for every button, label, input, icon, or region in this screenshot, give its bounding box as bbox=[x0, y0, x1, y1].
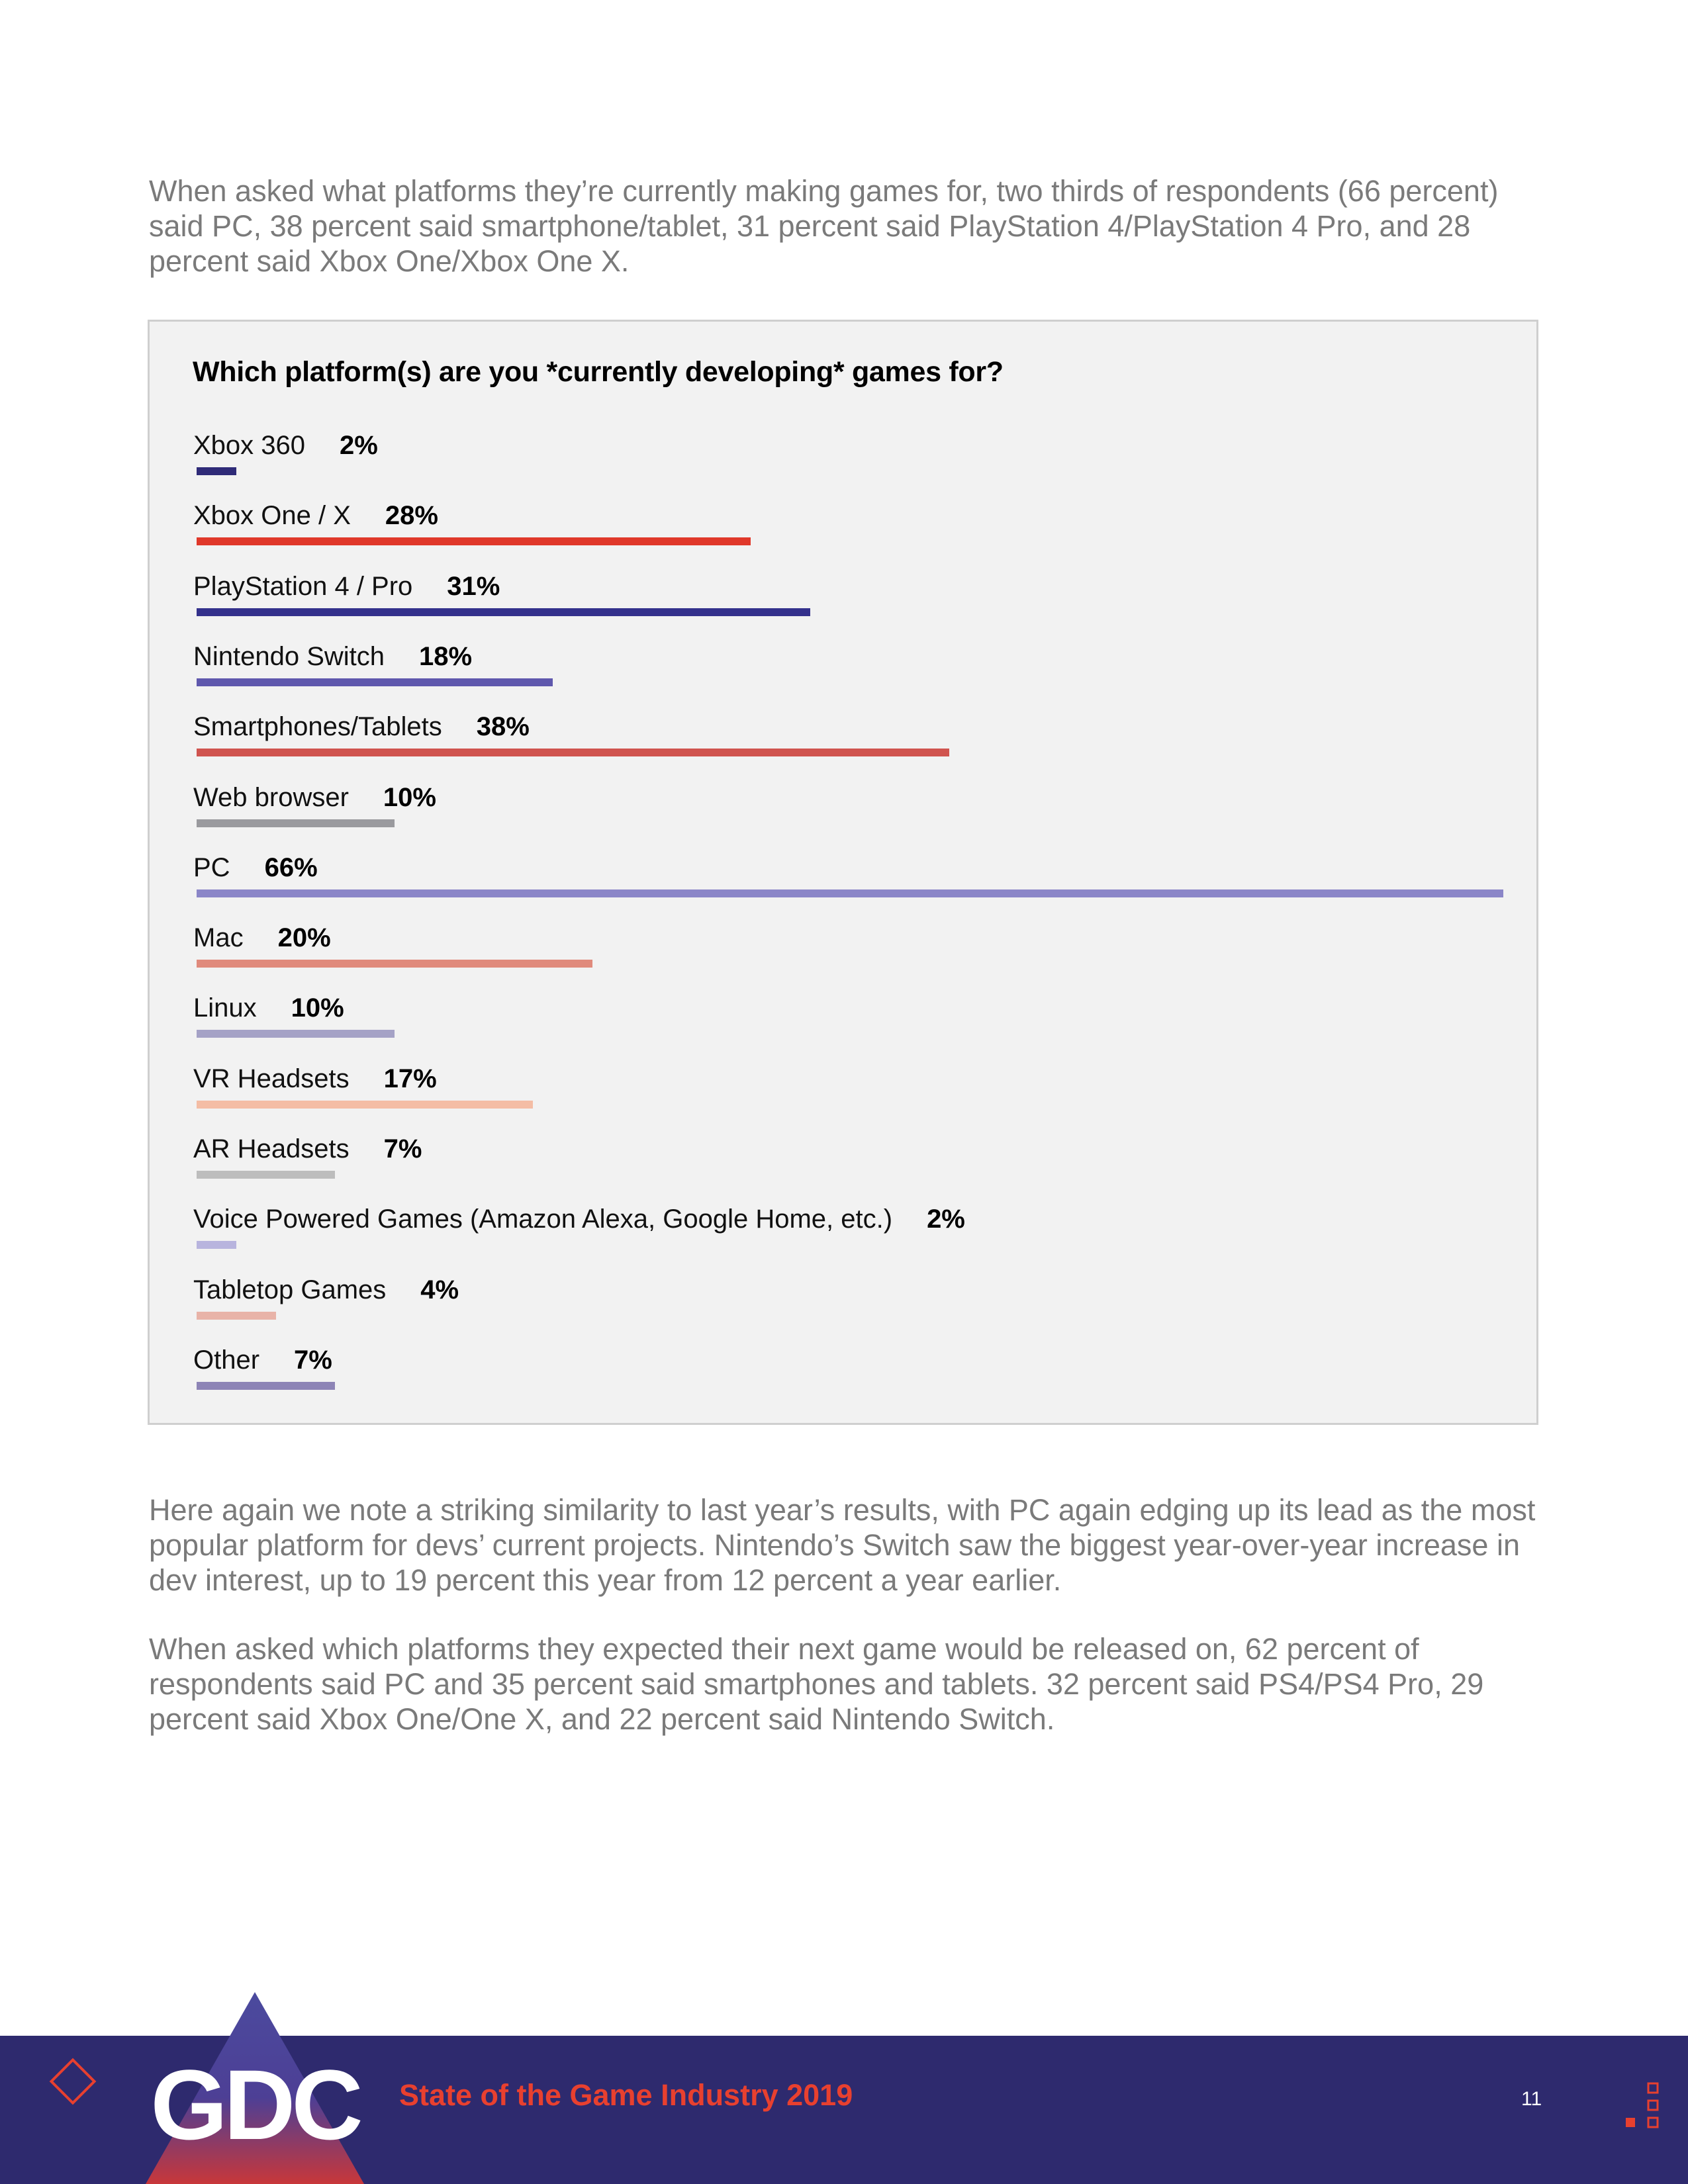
bar-value-label: 7% bbox=[294, 1345, 332, 1375]
bar-category-label: PC bbox=[193, 852, 230, 882]
next-release-paragraph: When asked which platforms they expected their next game would be released on, 62 percent of respondents said PC and 35 percent said smartphones and tablets. 32 percent said PS4/PS4 Pro, 29 percent said Xbox One/One X, and 22 percent said Nintendo Switch. bbox=[149, 1632, 1484, 1736]
bar-value-label: 4% bbox=[420, 1275, 459, 1304]
bar-category-label: Mac bbox=[193, 923, 244, 953]
bar-value-label: 38% bbox=[476, 712, 530, 742]
bar-value-label: 20% bbox=[277, 923, 331, 953]
bar-value-label: 7% bbox=[383, 1134, 422, 1163]
bar-value-label: 18% bbox=[419, 641, 473, 671]
bar-category-label: Smartphones/Tablets bbox=[193, 712, 442, 742]
bar-category-label: Voice Powered Games (Amazon Alexa, Google Home, etc.) bbox=[193, 1205, 893, 1234]
bar-value-label: 28% bbox=[385, 501, 438, 531]
bar-category-label: Linux bbox=[193, 993, 257, 1023]
bar-category-label: Xbox 360 bbox=[193, 431, 306, 460]
bar-value-label: 66% bbox=[264, 852, 318, 882]
bar-category-label: Other bbox=[193, 1345, 260, 1375]
bar-value-label: 17% bbox=[383, 1064, 437, 1093]
intro-paragraph: When asked what platforms they’re currently making games for, two thirds of respondents (66 percent) said PC, 38 percent said smartphone/tablet, 31 percent said PlayStation 4/PlayStation 4 Pro, and 28 percent said Xbox One/Xbox One X. bbox=[149, 174, 1499, 278]
analysis-paragraph: Here again we note a striking similarity to last year’s results, with PC again edging up its lead as the most popular platform for devs’ current projects. Nintendo’s Switch saw the biggest year-over-year increase in dev interest, up to 19 percent this year from 12 percent a year earlier. bbox=[149, 1493, 1536, 1597]
bar-category-label: Web browser bbox=[193, 782, 349, 812]
bar-category-label: Nintendo Switch bbox=[193, 641, 385, 671]
gdc-logo bbox=[126, 1985, 391, 2184]
diamond-icon bbox=[43, 2052, 103, 2111]
chart-title: Which platform(s) are you *currently developing* games for? bbox=[193, 356, 1004, 388]
bar-value-label: 10% bbox=[291, 993, 344, 1023]
gdc-logo-text: GDC bbox=[150, 2049, 359, 2160]
bar-value-label: 2% bbox=[340, 431, 378, 460]
bar-value-label: 2% bbox=[927, 1205, 965, 1234]
footer-title: State of the Game Industry 2019 bbox=[399, 2078, 853, 2112]
bar-category-label: Tabletop Games bbox=[193, 1275, 387, 1304]
bar-category-label: VR Headsets bbox=[193, 1064, 350, 1093]
chart-panel bbox=[148, 320, 1538, 1425]
bar-value-label: 31% bbox=[447, 571, 500, 601]
squares-icon bbox=[1622, 2078, 1662, 2138]
page-number: 11 bbox=[1521, 2088, 1542, 2110]
bar-value-label: 10% bbox=[383, 782, 436, 812]
bar-category-label: PlayStation 4 / Pro bbox=[193, 571, 413, 601]
bar-category-label: Xbox One / X bbox=[193, 501, 351, 531]
bar-category-label: AR Headsets bbox=[193, 1134, 350, 1163]
